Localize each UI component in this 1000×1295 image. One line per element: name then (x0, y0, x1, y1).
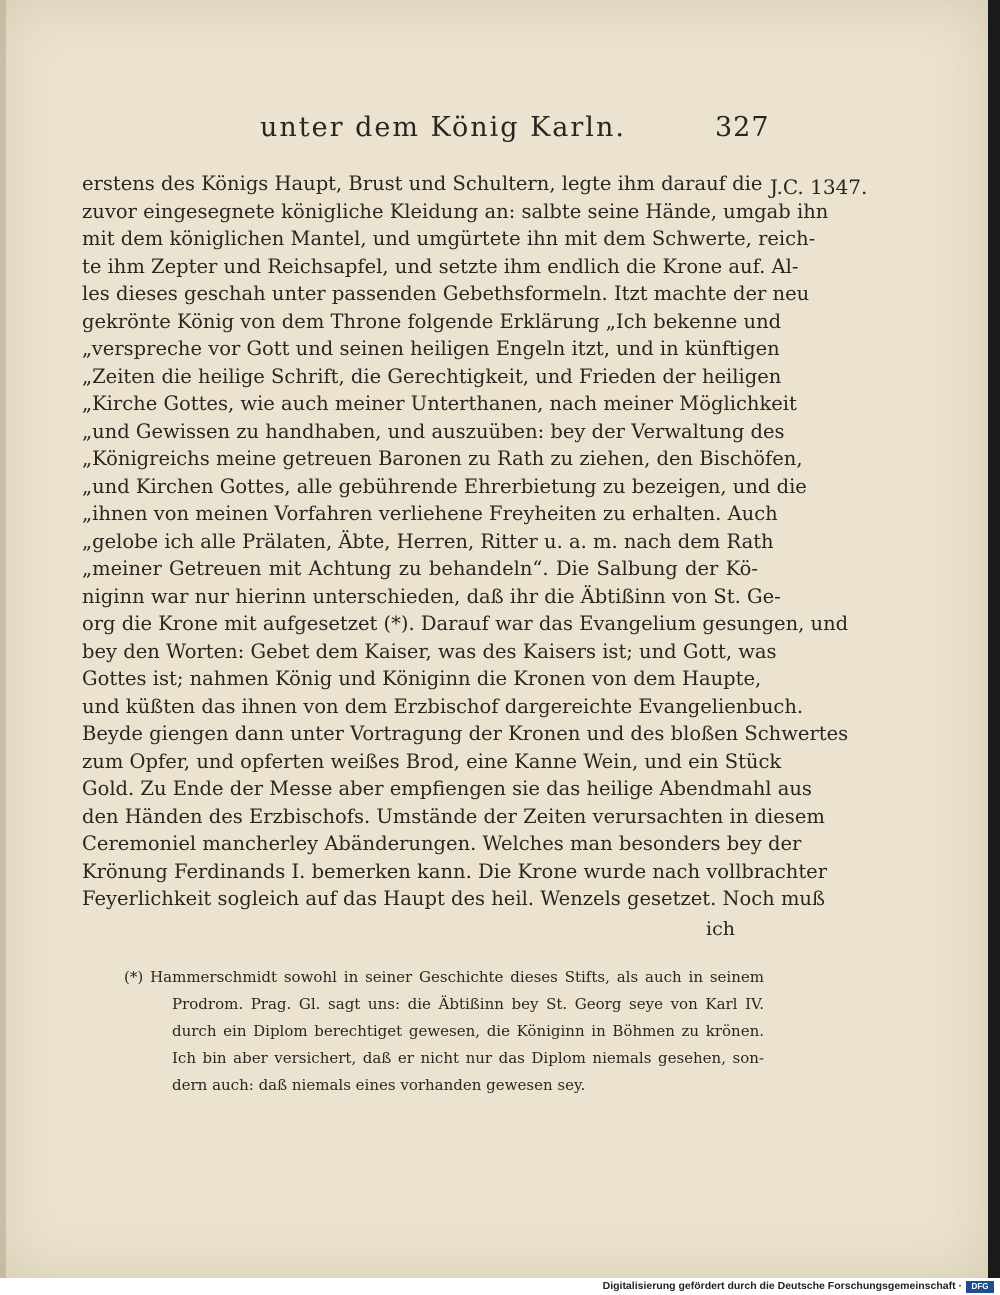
text-line: les dieses geschah unter passenden Gebethsformeln. Itzt machte der neu (82, 282, 810, 305)
text-line: und küßten das ihnen von dem Erzbischof dargereichte Evangelienbuch. (82, 694, 804, 718)
catchword: ich (706, 918, 735, 940)
text-line: „Zeiten die heilige Schrift, die Gerechtigkeit, und Frieden der heiligen (82, 364, 782, 388)
text-line: Ceremoniel mancherley Abänderungen. Welches man besonders bey der (82, 832, 802, 855)
text-line: den Händen des Erzbischofs. Umstände der Zeiten verursachten in diesem (82, 804, 825, 828)
text-line: Gottes ist; nahmen König und Königinn die Kronen von dem Haupte, (82, 667, 762, 690)
page-left-shadow (0, 0, 6, 1278)
page-header (260, 112, 860, 152)
text-line: „Kirche Gottes, wie auch meiner Unterthanen, nach meiner Möglichkeit (82, 392, 797, 415)
text-line: erstens des Königs Haupt, Brust und Schultern, legte ihm darauf die (82, 172, 763, 195)
dfg-logo-icon: DFG (966, 1281, 994, 1293)
text-line: zum Opfer, und opferten weißes Brod, eine Kanne Wein, und ein Stück (82, 749, 782, 773)
scan-border (988, 0, 1000, 1278)
text-line: „meiner Getreuen mit Achtung zu behandeln“. Die Salbung der Kö- (82, 557, 758, 580)
text-line: „ihnen von meinen Vorfahren verliehene Freyheiten zu erhalten. Auch (82, 502, 778, 525)
text-line: „und Kirchen Gottes, alle gebührende Ehrerbietung zu bezeigen, und die (82, 474, 807, 498)
text-line: „und Gewissen zu handhaben, und auszuüben: bey der Verwaltung des (82, 419, 785, 443)
footnote-line: dern auch: daß niemals eines vorhanden gewesen sey. (172, 1076, 586, 1094)
text-line: Gold. Zu Ende der Messe aber empfiengen sie das heilige Abendmahl aus (82, 777, 812, 800)
running-head: unter dem König Karln. (260, 112, 626, 143)
text-line: te ihm Zepter und Reichsapfel, und setzte ihm endlich die Krone auf. Al- (82, 254, 799, 278)
page-number: 327 (715, 112, 770, 143)
text-line: gekrönte König von dem Throne folgende Erklärung „Ich bekenne und (82, 309, 782, 333)
text-line: zuvor eingesegnete königliche Kleidung an: salbte seine Hände, umgab ihn (82, 199, 829, 223)
footnote-line: (*) Hammerschmidt sowohl in seiner Geschichte dieses Stifts, als auch in seinem (124, 968, 764, 986)
margin-note-year: J.C. 1347. (770, 175, 868, 199)
funding-credit: Digitalisierung gefördert durch die Deutsche Forschungsgemeinschaft · (602, 1280, 962, 1292)
text-line: Krönung Ferdinands I. bemerken kann. Die Krone wurde nach vollbrachter (82, 859, 828, 883)
text-line: Beyde giengen dann unter Vortragung der Kronen und des bloßen Schwertes (82, 722, 849, 745)
footnote-line: Ich bin aber versichert, daß er nicht nur das Diplom niemals gesehen, son- (172, 1049, 764, 1067)
text-line: mit dem königlichen Mantel, und umgürtete ihn mit dem Schwerte, reich- (82, 227, 816, 250)
footnote-line: Prodrom. Prag. Gl. sagt uns: die Äbtißinn bey St. Georg seye von Karl IV. (172, 995, 764, 1013)
footnote-block (124, 964, 764, 1099)
text-line: „Königreichs meine getreuen Baronen zu Rath zu ziehen, den Bischöfen, (82, 447, 803, 470)
text-line: niginn war nur hierinn unterschieden, daß ihr die Äbtißinn von St. Ge- (82, 584, 781, 608)
text-line: Feyerlichkeit sogleich auf das Haupt des heil. Wenzels gesetzet. Noch muß (82, 887, 826, 910)
text-line: „gelobe ich alle Prälaten, Äbte, Herren, Ritter u. a. m. nach dem Rath (82, 529, 774, 553)
text-line: bey den Worten: Gebet dem Kaiser, was des Kaisers ist; und Gott, was (82, 639, 777, 663)
footnote-line: durch ein Diplom berechtiget gewesen, die Königinn in Böhmen zu krönen. (172, 1022, 764, 1040)
text-line: „verspreche vor Gott und seinen heiligen Engeln itzt, und in künftigen (82, 337, 780, 360)
text-line: org die Krone mit aufgesetzet (*). Darauf war das Evangelium gesungen, und (82, 612, 849, 635)
